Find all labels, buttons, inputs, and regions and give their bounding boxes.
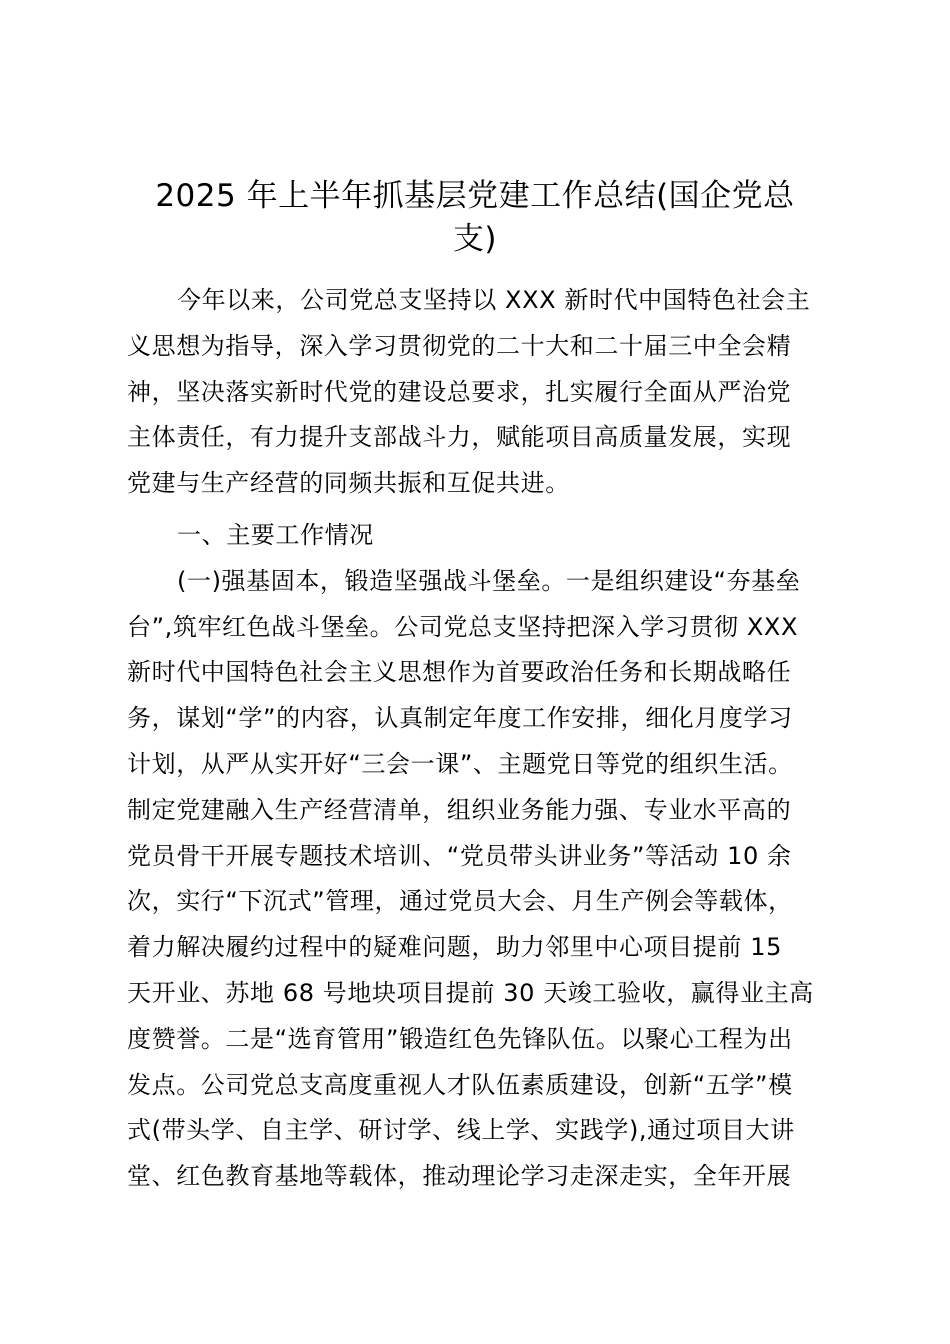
paragraph-line: 务，谋划“学”的内容，认真制定年度工作安排，细化月度学习 bbox=[127, 704, 793, 733]
paragraph-line: 次，实行“下沉式”管理，通过党员大会、月生产例会等载体， bbox=[127, 887, 793, 916]
paragraph-line: 度赞誉。二是“选育管用”锻造红色先锋队伍。以聚心工程为出 bbox=[127, 1024, 793, 1053]
section-1-paragraph bbox=[127, 559, 827, 1200]
paragraph-line: (一)强基固本，锻造坚强战斗堡垒。一是组织建设“夯基垒 bbox=[177, 566, 801, 595]
paragraph-line: 发点。公司党总支高度重视人才队伍素质建设，创新“五学”模 bbox=[127, 1070, 793, 1099]
paragraph-line: 式(带头学、自主学、研讨学、线上学、实践学),通过项目大讲 bbox=[127, 1116, 795, 1145]
paragraph-line: 台”,筑牢红色战斗堡垒。公司党总支坚持把深入学习贯彻 XXX bbox=[127, 612, 799, 641]
paragraph-line: 计划，从严从实开好“三会一课”、主题党日等党的组织生活。 bbox=[127, 749, 793, 778]
intro-paragraph bbox=[127, 278, 827, 507]
title-line-1: 2025 年上半年抓基层党建工作总结(国企党总 bbox=[155, 178, 795, 214]
paragraph-line: 神，坚决落实新时代党的建设总要求，扎实履行全面从严治党 bbox=[127, 377, 792, 406]
paragraph-line: 今年以来，公司党总支坚持以 XXX 新时代中国特色社会主 bbox=[177, 286, 811, 314]
document-body bbox=[127, 278, 827, 1200]
paragraph-line: 天开业、苏地 68 号地块项目提前 30 天竣工验收，赢得业主高 bbox=[127, 978, 814, 1007]
paragraph-line: 着力解决履约过程中的疑难问题，助力邻里中心项目提前 15 bbox=[127, 933, 782, 962]
paragraph-line: 义思想为指导，深入学习贯彻党的二十大和二十届三中全会精 bbox=[127, 331, 792, 360]
paragraph-line: 党员骨干开展专题技术培训、“党员带头讲业务”等活动 10 余 bbox=[127, 841, 792, 870]
paragraph-line: 党建与生产经营的同频共振和互促共进。 bbox=[127, 469, 570, 498]
paragraph-line: 制定党建融入生产经营清单，组织业务能力强、专业水平高的 bbox=[127, 795, 792, 824]
paragraph-line: 堂、红色教育基地等载体，推动理论学习走深走实，全年开展 bbox=[127, 1162, 792, 1191]
paragraph-line: 新时代中国特色社会主义思想作为首要政治任务和长期战略任 bbox=[127, 658, 792, 687]
document-title bbox=[125, 175, 825, 261]
title-line-2: 支) bbox=[452, 221, 498, 257]
paragraph-line: 主体责任，有力提升支部战斗力，赋能项目高质量发展，实现 bbox=[127, 423, 792, 452]
section-heading: 一、主要工作情况 bbox=[177, 520, 374, 549]
